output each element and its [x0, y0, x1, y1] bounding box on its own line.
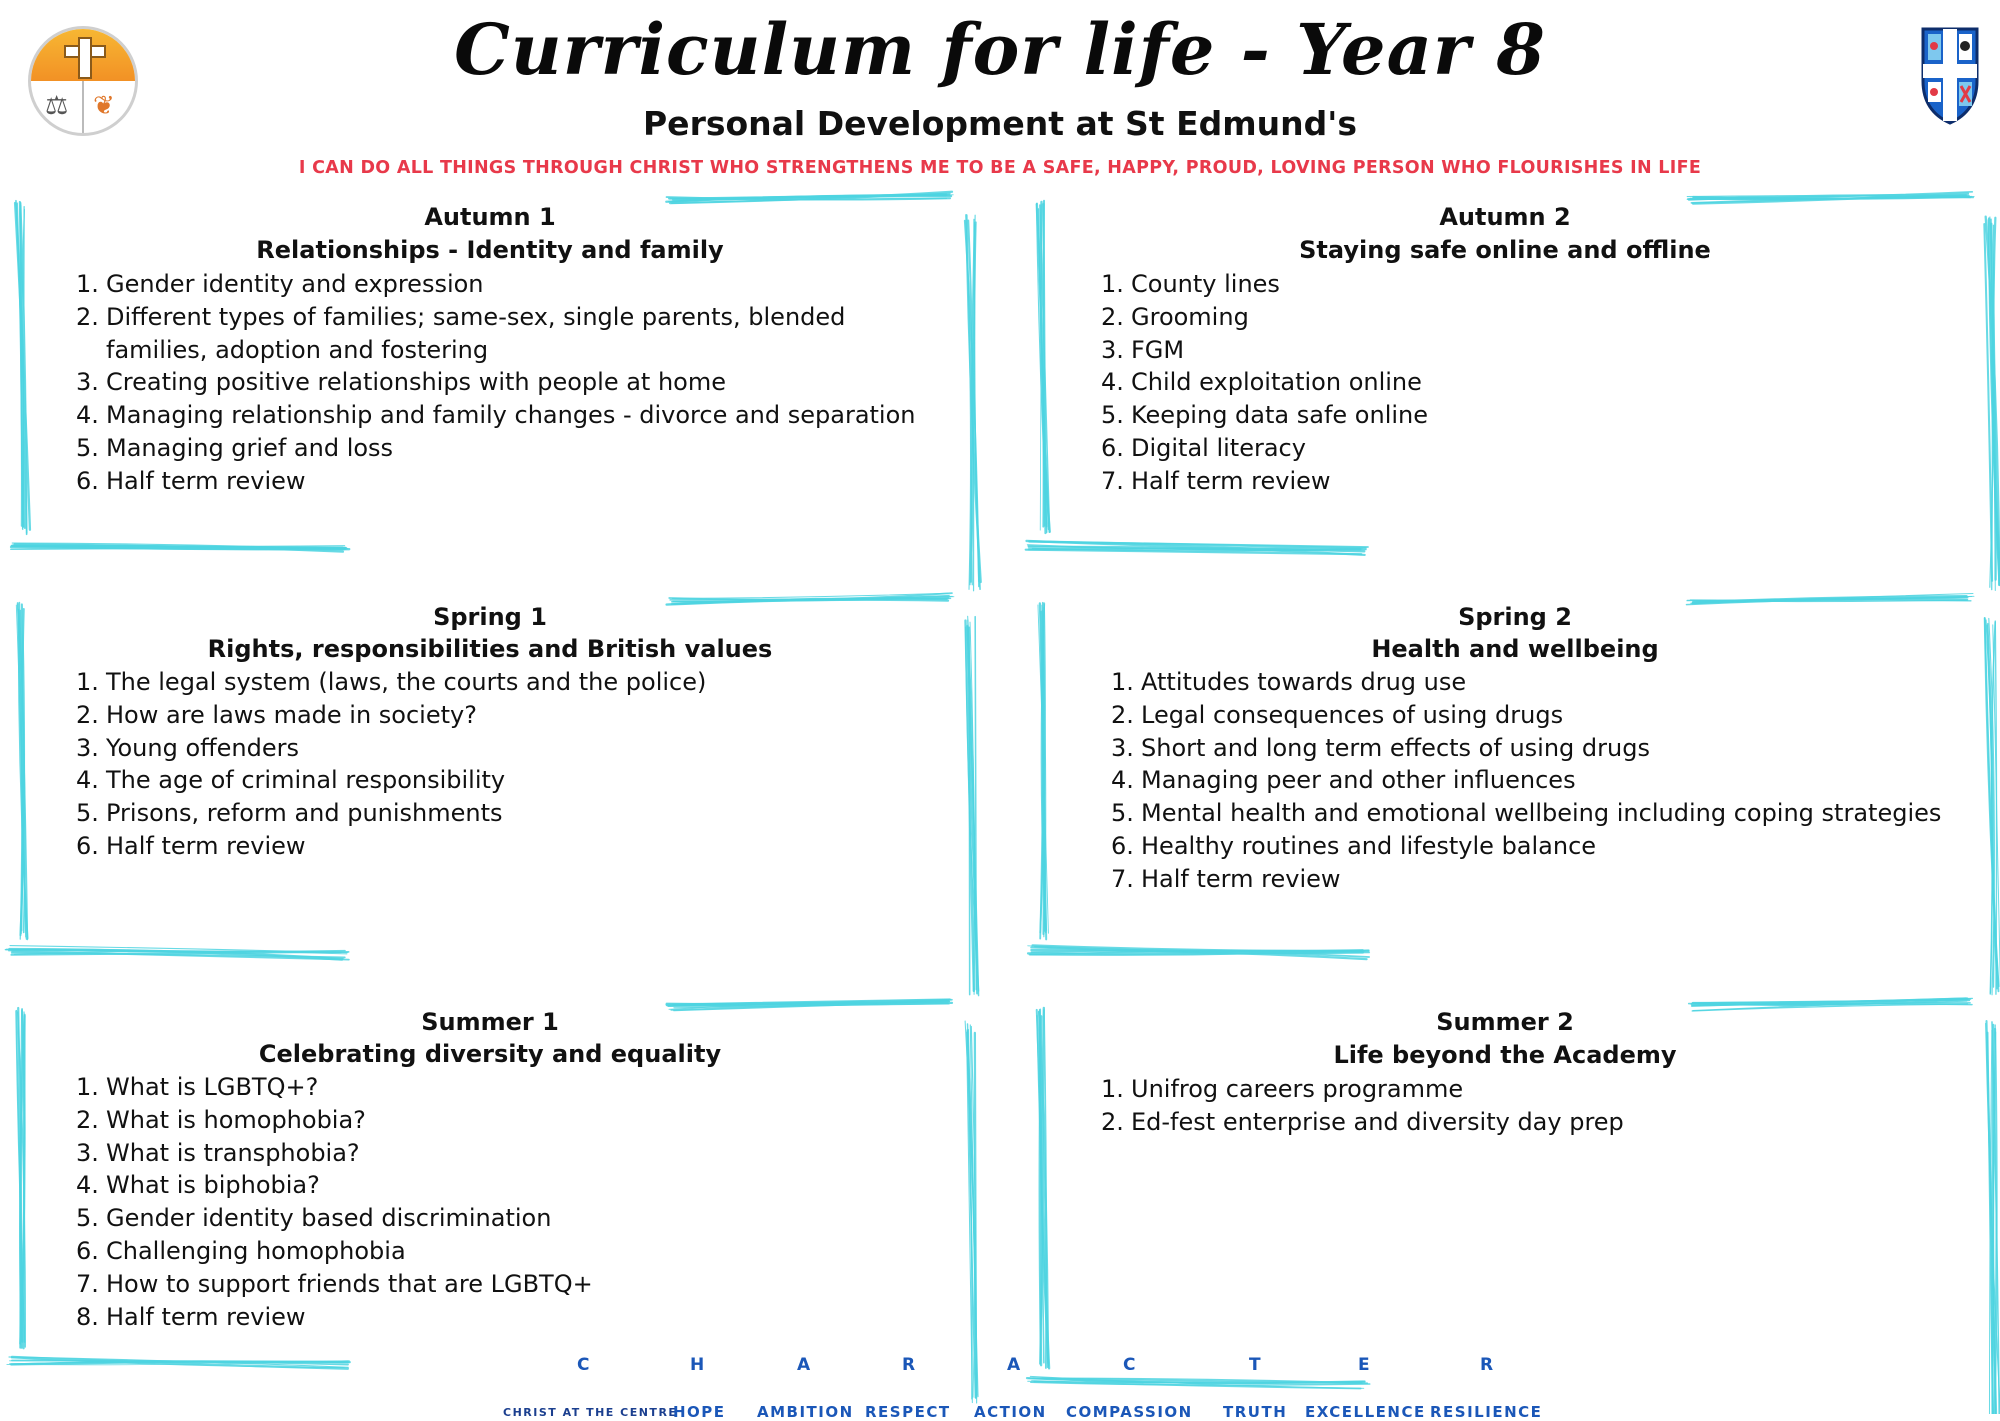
frame-stroke	[1986, 217, 2000, 585]
frame-stroke	[968, 1030, 978, 1397]
frame-stroke	[970, 215, 975, 585]
list-item: 8. Half term review	[76, 1301, 936, 1334]
list-item: 6. Digital literacy	[1101, 432, 1901, 465]
frame-stroke	[968, 1024, 972, 1399]
frame-stroke	[968, 1030, 976, 1397]
frame-stroke	[970, 1025, 976, 1396]
frame-stroke	[1991, 219, 1992, 589]
motto: I CAN DO ALL THINGS THROUGH CHRIST WHO STRENGTHENS ME TO BE A SAFE, HAPPY, PROUD, LOVING PERSON WHO FLOURISHES IN LIFE	[0, 158, 2000, 178]
list-item: 1. What is LGBTQ+?	[76, 1071, 936, 1104]
frame-stroke	[975, 225, 979, 582]
frame-stroke	[11, 1362, 349, 1365]
character-letter: H	[690, 1355, 704, 1375]
character-letter: C	[577, 1355, 589, 1375]
frame-stroke	[1993, 218, 2000, 584]
panel-summer-2	[1025, 1002, 1925, 1362]
frame-stroke	[1987, 1021, 1997, 1414]
character-letter: R	[1480, 1355, 1493, 1375]
frame-stroke	[966, 215, 971, 590]
frame-stroke	[968, 616, 975, 994]
value-label: EXCELLENCE	[1305, 1403, 1426, 1421]
value-label: HOPE	[673, 1403, 726, 1421]
panel-term: Autumn 2	[1025, 203, 1985, 231]
frame-stroke	[968, 221, 973, 582]
frame-stroke	[971, 1026, 976, 1403]
panel-theme: Life beyond the Academy	[1025, 1041, 1985, 1069]
value-label: RESPECT	[865, 1403, 951, 1421]
list-item: 1. Gender identity and expression	[76, 268, 936, 301]
list-item: 3. What is transphobia?	[76, 1137, 936, 1170]
value-label: ACTION	[974, 1403, 1047, 1421]
list-item: 1. Unifrog careers programme	[1101, 1073, 1901, 1106]
frame-stroke	[1988, 220, 1999, 585]
frame-stroke	[965, 621, 973, 991]
character-letter: R	[902, 1355, 915, 1375]
frame-stroke	[1991, 224, 1995, 580]
frame-stroke	[10, 1362, 349, 1364]
list-item: 7. How to support friends that are LGBTQ+	[76, 1268, 936, 1301]
frame-stroke	[967, 1032, 973, 1403]
value-label: TRUTH	[1223, 1403, 1287, 1421]
scales-icon: ⚖	[45, 91, 68, 121]
panel-summer-1	[0, 1002, 900, 1362]
frame-stroke	[966, 215, 980, 582]
frame-stroke	[975, 1033, 976, 1398]
frame-stroke	[1028, 1381, 1362, 1383]
frame-stroke	[1988, 1033, 1993, 1414]
frame-stroke	[1994, 1029, 1996, 1414]
list-item: 2. What is homophobia?	[76, 1104, 936, 1137]
topic-list	[76, 268, 936, 498]
frame-stroke	[974, 222, 980, 589]
frame-stroke	[1990, 225, 1994, 587]
panel-autumn-1	[0, 195, 900, 555]
topic-list	[1101, 268, 1901, 498]
frame-stroke	[975, 617, 976, 990]
value-label: AMBITION	[757, 1403, 854, 1421]
character-letter: A	[1007, 1355, 1020, 1375]
panel-spring-1	[0, 597, 900, 957]
frame-stroke	[965, 1021, 977, 1395]
panel-term: Autumn 1	[60, 203, 920, 231]
panel-term: Spring 2	[1025, 603, 2000, 631]
panel-theme: Relationships - Identity and family	[60, 236, 920, 264]
topic-list	[1101, 1073, 1901, 1139]
list-item: 3. FGM	[1101, 334, 1901, 367]
frame-stroke	[1029, 1378, 1365, 1383]
list-item: 6. Healthy routines and lifestyle balance	[1111, 830, 2000, 863]
frame-stroke	[1989, 219, 1999, 585]
frame-stroke	[1032, 1380, 1364, 1383]
frame-stroke	[1993, 1032, 1995, 1414]
list-item: 2. How are laws made in society?	[76, 699, 936, 732]
list-item: 6. Half term review	[76, 830, 936, 863]
list-item: 2. Different types of families; same-sex, single parents, blended families, adoption and fostering	[76, 301, 936, 367]
list-item: 7. Half term review	[1111, 863, 2000, 896]
character-letter: C	[1123, 1355, 1135, 1375]
value-label: CHRIST AT THE CENTRE	[503, 1406, 677, 1419]
list-item: 4. The age of criminal responsibility	[76, 764, 936, 797]
frame-stroke	[966, 627, 979, 990]
panel-autumn-2	[1025, 195, 1925, 555]
frame-stroke	[1032, 1378, 1361, 1383]
frame-stroke	[1033, 1378, 1367, 1383]
value-label: COMPASSION	[1066, 1403, 1193, 1421]
frame-stroke	[1992, 1022, 1999, 1414]
panel-term: Spring 1	[60, 603, 920, 631]
frame-stroke	[1027, 1378, 1365, 1383]
character-letter: A	[797, 1355, 810, 1375]
list-item: 4. Child exploitation online	[1101, 366, 1901, 399]
list-item: 2. Ed-fest enterprise and diversity day prep	[1101, 1106, 1901, 1139]
frame-stroke	[971, 223, 974, 585]
frame-stroke	[1993, 1025, 1995, 1414]
list-item: 5. Prisons, reform and punishments	[76, 797, 936, 830]
list-item: 5. Managing grief and loss	[76, 432, 936, 465]
panel-theme: Health and wellbeing	[1025, 635, 2000, 663]
list-item: 3. Creating positive relationships with people at home	[76, 366, 936, 399]
panel-theme: Staying safe online and offline	[1025, 236, 1985, 264]
panel-theme: Celebrating diversity and equality	[60, 1040, 920, 1068]
frame-stroke	[1984, 224, 1992, 581]
list-item: 1. County lines	[1101, 268, 1901, 301]
frame-stroke	[1030, 1376, 1363, 1388]
character-letter: T	[1249, 1355, 1261, 1375]
topic-list	[76, 1071, 936, 1333]
frame-stroke	[968, 626, 978, 993]
list-item: 5. Keeping data safe online	[1101, 399, 1901, 432]
list-item: 5. Gender identity based discrimination	[76, 1202, 936, 1235]
list-item: 2. Grooming	[1101, 301, 1901, 334]
list-item: 2. Legal consequences of using drugs	[1111, 699, 2000, 732]
frame-stroke	[967, 1030, 975, 1397]
leaf-icon: ❦	[93, 91, 115, 121]
list-item: 6. Challenging homophobia	[76, 1235, 936, 1268]
frame-stroke	[1990, 217, 1995, 591]
list-item: 4. Managing peer and other influences	[1111, 764, 2000, 797]
frame-stroke	[967, 627, 978, 996]
list-item: 1. The legal system (laws, the courts and the police)	[76, 666, 936, 699]
topic-list	[1111, 666, 2000, 896]
topic-list	[76, 666, 936, 863]
frame-stroke	[968, 620, 979, 991]
list-item: 4. What is biphobia?	[76, 1169, 936, 1202]
panel-term: Summer 2	[1025, 1008, 1985, 1036]
list-item: 4. Managing relationship and family changes - divorce and separation	[76, 399, 936, 432]
page-title: Curriculum for life - Year 8	[0, 8, 2000, 91]
list-item: 3. Young offenders	[76, 732, 936, 765]
frame-stroke	[970, 622, 974, 991]
character-letter: E	[1358, 1355, 1370, 1375]
list-item: 5. Mental health and emotional wellbeing including coping strategies	[1111, 797, 2000, 830]
list-item: 1. Attitudes towards drug use	[1111, 666, 2000, 699]
value-label: RESILIENCE	[1430, 1403, 1542, 1421]
panel-theme: Rights, responsibilities and British values	[60, 635, 920, 663]
frame-stroke	[1989, 1030, 1991, 1414]
frame-stroke	[1034, 1382, 1360, 1389]
panel-term: Summer 1	[60, 1008, 920, 1036]
frame-stroke	[1992, 1025, 1993, 1414]
list-item: 6. Half term review	[76, 465, 936, 498]
list-item: 3. Short and long term effects of using drugs	[1111, 732, 2000, 765]
frame-stroke	[1986, 1023, 2000, 1414]
frame-stroke	[1031, 1382, 1370, 1385]
list-item: 7. Half term review	[1101, 465, 1901, 498]
page-subtitle: Personal Development at St Edmund's	[0, 104, 2000, 143]
frame-stroke	[965, 221, 979, 587]
panel-spring-2	[1025, 597, 1925, 957]
